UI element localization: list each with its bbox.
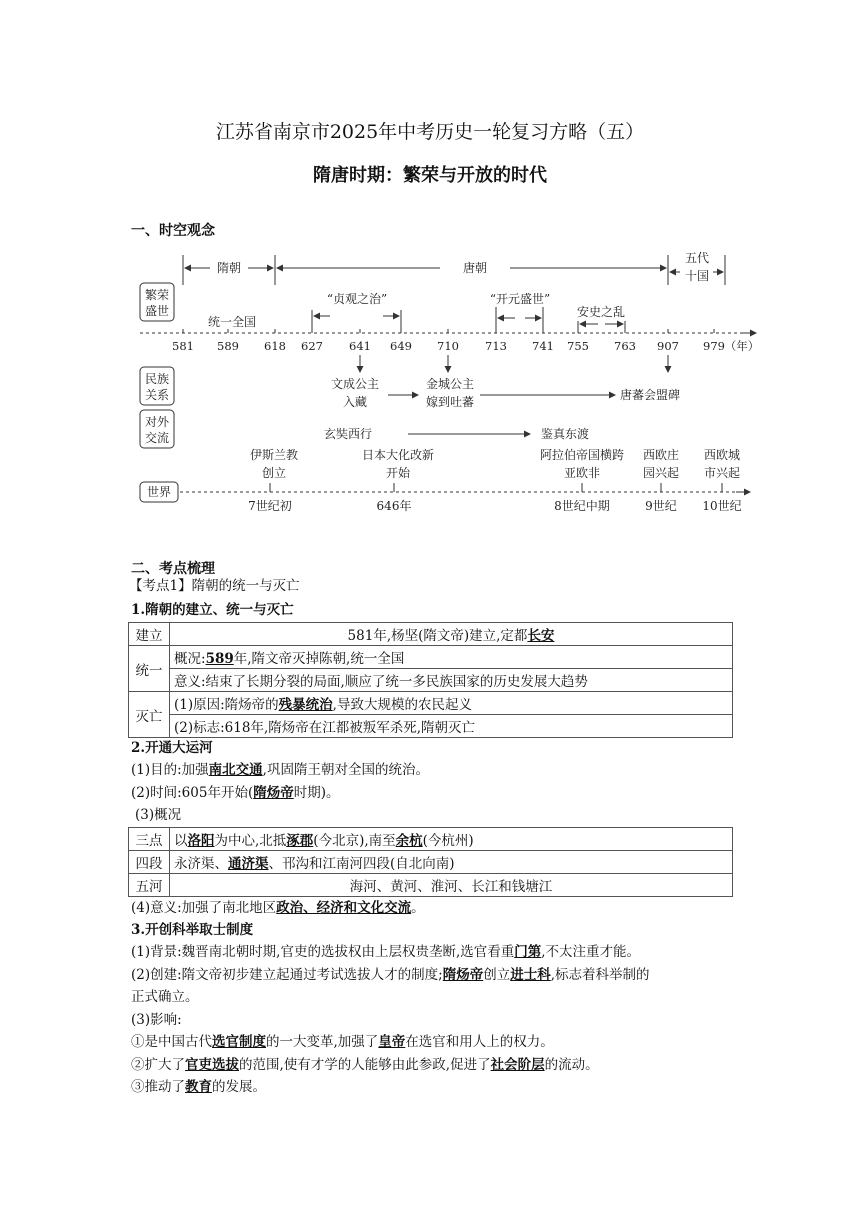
year-tick: 581 [172, 339, 194, 353]
world-city: 西欧城 [703, 448, 741, 462]
period-sui: 隋朝 [216, 261, 242, 275]
world-arab-2: 亚欧非 [563, 466, 601, 480]
exchange-xuanzang: 玄奘西行 [323, 427, 373, 441]
row-label-1a: 繁荣 [144, 288, 170, 302]
table-cell: 581年,杨坚(隋文帝)建立,定都长安 [170, 623, 733, 646]
table-cell: (1)原因:隋炀帝的残暴统治,导致大规模的农民起义 [170, 692, 733, 715]
canal-overview-label: (3)概况 [135, 807, 182, 823]
event-unification: 统一全国 [207, 315, 257, 329]
world-islam: 伊斯兰教 [249, 448, 299, 462]
world-city-2: 市兴起 [703, 466, 741, 480]
event-anshi: 安史之乱 [576, 305, 626, 319]
world-taika-2: 开始 [385, 466, 411, 480]
row-label-3a: 对外 [144, 415, 170, 429]
year-tick: 649 [390, 339, 412, 353]
world-arab: 阿拉伯帝国横跨 [539, 448, 625, 462]
table-head: 四段 [129, 851, 170, 874]
world-date: 7世纪初 [248, 499, 292, 513]
ethnic-tangbo-stele: 唐蕃会盟碑 [619, 388, 681, 402]
year-tick: 763 [614, 339, 636, 353]
year-tick: 627 [301, 339, 323, 353]
canal-purpose: (1)目的:加强南北交通,巩固隋王朝对全国的统治。 [131, 762, 429, 778]
table-cell: (2)标志:618年,隋炀帝在江都被叛军杀死,隋朝灭亡 [170, 715, 733, 738]
row-label-1b: 盛世 [144, 304, 170, 318]
subheading-sui: 1.隋朝的建立、统一与灭亡 [131, 602, 294, 618]
world-taika: 日本大化改新 [361, 448, 435, 462]
year-tick: 641 [349, 339, 371, 353]
world-manor: 西欧庄 [642, 448, 680, 462]
canal-significance: (4)意义:加强了南北地区政治、经济和文化交流。 [131, 900, 425, 916]
world-date: 646年 [376, 499, 412, 513]
event-kaiyuan: “开元盛世” [489, 292, 551, 306]
year-unit: （年） [724, 339, 760, 353]
year-tick: 907 [657, 339, 679, 353]
year-tick: 710 [437, 339, 459, 353]
exam-impact-3: ③推动了教育的发展。 [131, 1079, 266, 1095]
year-tick: 618 [264, 339, 286, 353]
table-cell: 以洛阳为中心,北抵涿郡(今北京),南至余杭(今杭州) [170, 828, 733, 851]
subheading-canal: 2.开通大运河 [131, 740, 213, 756]
exchange-jianzhen: 鉴真东渡 [540, 427, 590, 441]
ethnic-wencheng-2: 入藏 [342, 395, 368, 409]
ethnic-wencheng: 文成公主 [330, 377, 380, 391]
year-tick: 589 [217, 339, 239, 353]
section-heading-review: 二、考点梳理 [131, 561, 215, 577]
exam-background: (1)背景:魏晋南北朝时期,官吏的选拔权由上层权贵垄断,选官看重门第,不太注重才能。 [131, 944, 641, 960]
table-canal [128, 827, 733, 897]
table-head: 五河 [129, 874, 170, 897]
year-tick: 979 [703, 339, 725, 353]
world-date: 10世纪 [702, 499, 742, 513]
table-head: 统一 [129, 646, 170, 692]
table-cell: 概况:589年,隋文帝灭掉陈朝,统一全国 [170, 646, 733, 669]
subheading-exam: 3.开创科举取士制度 [131, 922, 254, 938]
ethnic-jincheng-2: 嫁到吐蕃 [425, 395, 475, 409]
exam-impact-1: ①是中国古代选官制度的一大变革,加强了皇帝在选官和用人上的权力。 [131, 1034, 554, 1050]
exam-creation-cont: 正式确立。 [131, 989, 199, 1005]
canal-time: (2)时间:605年开始(隋炀帝时期)。 [131, 785, 340, 801]
row-label-3b: 交流 [144, 431, 170, 445]
row-label-4: 世界 [146, 485, 172, 499]
world-date: 8世纪中期 [554, 499, 610, 513]
section-heading-timeline: 一、时空观念 [131, 223, 215, 239]
table-head: 灭亡 [129, 692, 170, 738]
period-tang: 唐朝 [462, 261, 488, 275]
world-date: 9世纪 [645, 499, 677, 513]
row-label-2b: 关系 [144, 388, 170, 402]
year-tick: 755 [567, 339, 589, 353]
event-zhenguan: “贞观之治” [326, 292, 388, 306]
table-cell: 永济渠、通济渠、邗沟和江南河四段(自北向南) [170, 851, 733, 874]
period-wudai: 五代 [684, 251, 710, 265]
table-cell: 意义:结束了长期分裂的局面,顺应了统一多民族国家的历史发展大趋势 [170, 669, 733, 692]
year-tick: 713 [485, 339, 507, 353]
ethnic-jincheng: 金城公主 [425, 377, 475, 391]
document-subtitle: 隋唐时期：繁荣与开放的时代 [313, 165, 547, 186]
world-islam-2: 创立 [261, 466, 287, 480]
exam-creation: (2)创建:隋文帝初步建立起通过考试选拔人才的制度;隋炀帝创立进士科,标志着科举制的 [131, 967, 650, 983]
period-shiguo: 十国 [684, 269, 710, 283]
timeline-diagram [130, 245, 770, 520]
world-manor-2: 园兴起 [642, 466, 680, 480]
table-head: 建立 [129, 623, 170, 646]
table-head: 三点 [129, 828, 170, 851]
table-sui-dynasty [128, 622, 733, 738]
table-cell: 海河、黄河、淮河、长江和钱塘江 [170, 874, 733, 897]
key-point-1: 【考点1】隋朝的统一与灭亡 [129, 578, 300, 594]
year-tick: 741 [532, 339, 554, 353]
exam-impact-2: ②扩大了官吏选拔的范围,使有才学的人能够由此参政,促进了社会阶层的流动。 [131, 1057, 599, 1073]
exam-impact-label: (3)影响: [131, 1012, 182, 1028]
row-label-2a: 民族 [144, 372, 170, 386]
document-title: 江苏省南京市2025年中考历史一轮复习方略（五） [215, 121, 645, 143]
